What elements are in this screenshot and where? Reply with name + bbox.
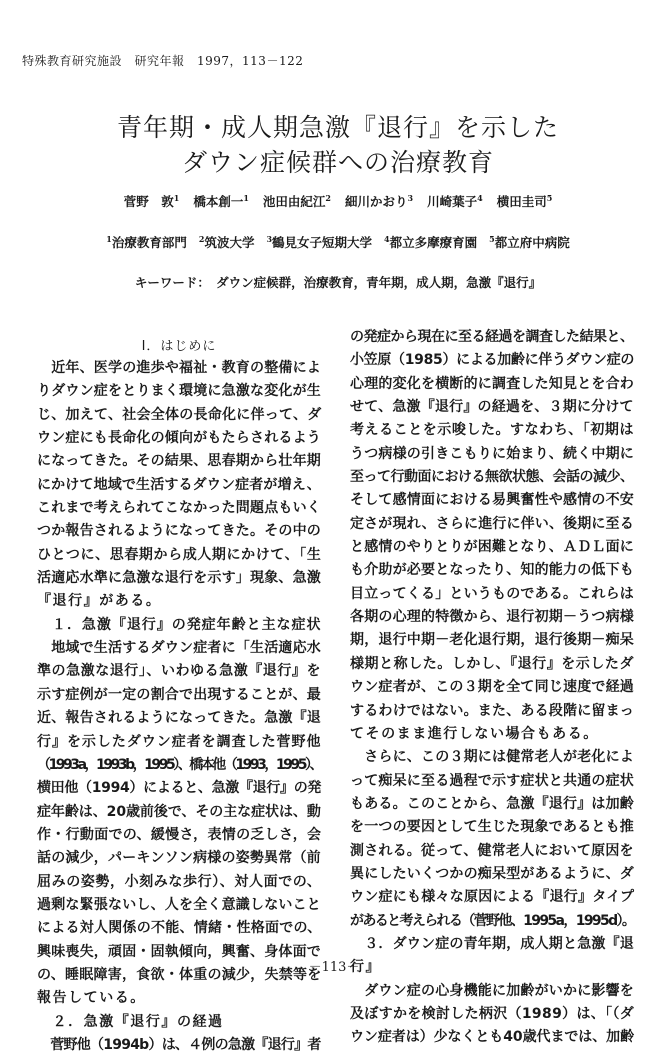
author	[427, 194, 483, 209]
author-name: 川崎葉子	[427, 194, 478, 209]
text-line: があると考えられる（菅野他、1995a，1995d）。	[350, 912, 635, 929]
author	[497, 194, 553, 209]
affiliation-name: 都立多摩療育園	[389, 235, 478, 250]
text-line: 定さが現れ、さらに進行に伴い、後期に至る	[350, 515, 634, 532]
journal-citation: 特殊教育研究施設 研究年報 1997，113－122	[22, 54, 304, 68]
text-line: 屈みの姿勢，小刻みな歩行）、対人面での、	[37, 873, 322, 890]
text-line: 各期の心理的特徴から、退行初期－うつ病様	[350, 609, 634, 626]
author	[345, 194, 413, 209]
author-name: 横田圭司	[496, 194, 547, 209]
affiliation	[106, 235, 187, 250]
text-line: ウン症にも長命化の傾向がもたらされるよう	[37, 430, 321, 447]
author	[263, 194, 331, 209]
text-line: って痴呆に至る過程で示す症状と共通の症状	[350, 772, 634, 789]
author-name: 池田由紀江	[262, 194, 326, 209]
author	[193, 194, 249, 209]
author-affiliation-mark: 2	[325, 192, 331, 203]
text-line: ウン症者が、この３期を全て同じ速度で経過	[350, 679, 634, 696]
affiliation-mark: 3	[266, 233, 273, 244]
affiliation-list	[0, 233, 668, 251]
affiliation-mark: 5	[489, 233, 495, 244]
left-column	[37, 337, 321, 1057]
text-line: せて、急激『退行』の経過を、３期に分けて	[350, 399, 634, 416]
title-line-1: 青年期・成人期急激『退行』を示した	[116, 113, 559, 142]
author-affiliation-mark: 5	[546, 192, 553, 203]
text-line: りダウン症をとりまく環境に急激な変化が生	[37, 383, 321, 400]
text-line: ダウン症の心身機能に加齢がいかに影響を	[350, 982, 634, 999]
affiliation-name: 都立府中病院	[494, 235, 570, 250]
text-line: 活適応水準に急激な退行を示す」現象、急激	[37, 570, 321, 587]
text-line: そして感情面における易興奮性や感情の不安	[350, 492, 634, 509]
text-line: 症年齢は、20歳前後で、その主な症状は、動	[37, 803, 321, 820]
text-line: 示す症例が一定の割合で出現することが、最	[37, 686, 321, 703]
affiliation-name: 治療教育部門	[111, 235, 187, 250]
text-line: これまで考えられてこなかった問題点もいく	[37, 500, 321, 517]
text-line: てそのまま進行しない場合もある。	[350, 725, 599, 742]
text-line: 地域で生活するダウン症者に「生活適応水	[37, 640, 321, 657]
text-line: 菅野他（1994b）は、４例の急激『退行』者	[37, 1036, 321, 1053]
affiliation-mark: 1	[106, 233, 112, 244]
affiliation-mark: 4	[384, 233, 390, 244]
text-line: さらに、この３期には健常老人が老化によ	[350, 749, 634, 766]
author-affiliation-mark: 1	[243, 192, 249, 203]
text-line: 目立ってくる」というものである。これらは	[350, 585, 634, 602]
affiliation-name: 筑波大学	[204, 235, 255, 250]
section-heading: Ⅰ．はじめに	[141, 339, 217, 354]
text-line: にかけて地域で生活するダウン症者が増え、	[37, 476, 321, 493]
text-line: ウン症にも様々な原因による『退行』タイプ	[350, 889, 635, 906]
author-name: 細川かおり	[345, 194, 408, 209]
author-name: 橋本創一	[193, 194, 244, 209]
text-line: も介助が必要となったり、知的能力の低下も	[350, 562, 634, 579]
text-line: の、睡眠障害，食欲・体重の減少，失禁等を	[37, 966, 322, 983]
text-line: の発症から現在に至る経過を調査した結果と、	[350, 329, 634, 345]
text-line: ひとつに、思春期から成人期にかけて、「生	[37, 546, 322, 563]
text-line: ウン症者は）少なくとも40歳代までは、加齢	[350, 1029, 635, 1046]
affiliation	[384, 235, 477, 250]
text-line: もある。このことから、急激『退行』は加齢	[350, 795, 634, 812]
text-line: による対人関係の不能、情緒・性格面での、	[37, 920, 322, 937]
page-number: －113－	[308, 960, 360, 975]
text-line: うつ病様の引きこもりに始まり、続く中期に	[350, 445, 634, 462]
author-name: 菅野 敦	[123, 194, 174, 209]
text-line: と感情のやりとりが困難となり、ＡＤＬ面に	[350, 539, 634, 556]
text-line: 行』を示したダウン症者を調査した菅野他	[37, 733, 322, 750]
text-line: ２．急激『退行』の経過	[37, 1013, 224, 1030]
text-line: 『退行』がある。	[37, 593, 162, 610]
text-line: するわけではない。また、ある段階に留まっ	[350, 702, 634, 719]
text-line: 報告している。	[37, 990, 146, 1007]
affiliation-name: 鶴見女子短期大学	[272, 235, 373, 250]
author-affiliation-mark: 4	[477, 192, 483, 203]
text-line: 測される。従って、健常老人において原因を	[350, 842, 634, 859]
author	[124, 194, 180, 209]
text-line: 準の急激な退行」、いわゆる急激『退行』を	[37, 663, 321, 680]
text-line: 近、報告されるようになってきた。急激『退	[37, 710, 321, 727]
text-line: ３．ダウン症の青年期，成人期と急激『退	[350, 935, 634, 952]
text-line: 期，退行中期－老化退行期，退行後期－痴呆	[350, 632, 634, 649]
affiliation	[489, 235, 570, 250]
right-column	[350, 326, 634, 1050]
author-affiliation-mark: 1	[173, 192, 180, 203]
text-line: 様期と称した。しかし、『退行』を示したダ	[350, 655, 634, 672]
affiliation	[199, 235, 255, 250]
author-affiliation-mark: 3	[407, 192, 414, 203]
text-line: を一つの要因として生じた現象であるとも推	[350, 819, 634, 836]
text-line: 異にしたいくつかの痴呆型があるように、ダ	[350, 865, 634, 882]
text-line: じ、加えて、社会全体の長命化に伴って、ダ	[37, 406, 322, 423]
text-line: 過剰な緊張ないし、人を全く意識しないこと	[37, 896, 321, 913]
author-list	[0, 192, 668, 210]
text-line: 及ぼすかを検討した柄沢（1989）は、「（ダ	[350, 1005, 635, 1022]
text-line: 話の減少，パーキンソン病様の姿勢異常（前	[37, 850, 321, 867]
affiliation	[266, 235, 372, 250]
affiliation-mark: 2	[198, 233, 205, 244]
text-line: 心理的変化を横断的に調査した知見とを合わ	[350, 375, 634, 392]
text-line: （1993a，1993b，1995）、橋本他（1993，1995）、	[37, 756, 321, 773]
text-line: 横田他（1994）によると、急激『退行』の発	[37, 780, 322, 797]
text-line: 考えることを示唆した。すなわち、「初期は	[350, 422, 634, 439]
title-line-2: ダウン症候群への治療教育	[181, 148, 494, 177]
text-line: 至って行動面における無欲状態、会話の減少、	[350, 469, 634, 486]
text-line: 作・行動面での、緩慢さ，表情の乏しさ，会	[37, 826, 322, 843]
keywords: キーワード： ダウン症候群，治療教育，青年期，成人期，急激『退行』	[134, 275, 542, 290]
text-line: つか報告されるようになってきた。その中の	[37, 523, 321, 540]
text-line: になってきた。その結果、思春期から壮年期	[37, 453, 321, 470]
text-line: １．急激『退行』の発症年齢と主な症状	[37, 616, 322, 633]
text-line: 行』	[350, 959, 382, 976]
text-line: 興味喪失，頑固・固執傾向，興奮、身体面で	[37, 943, 321, 960]
text-line: 近年、医学の進歩や福祉・教育の整備によ	[37, 360, 321, 376]
text-line: 小笠原（1985）による加齢に伴うダウン症の	[350, 352, 635, 369]
